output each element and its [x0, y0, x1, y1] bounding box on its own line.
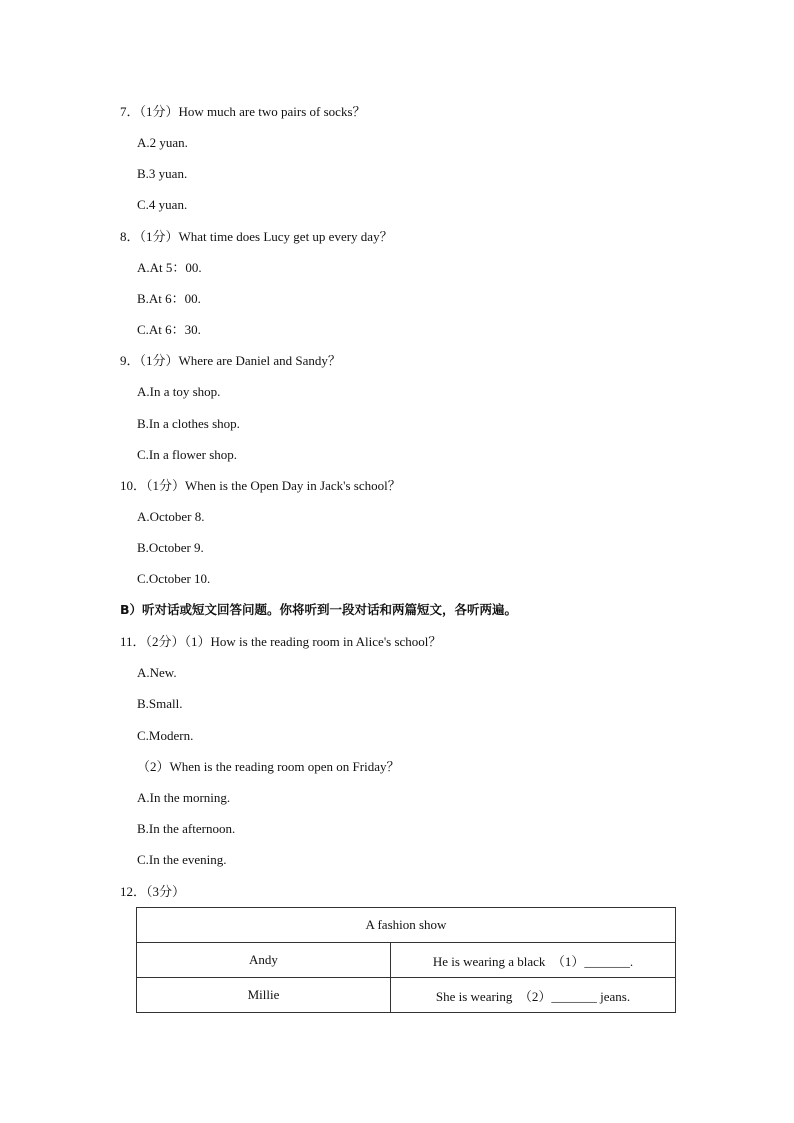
question-8-option-b: B.At 6：00.	[137, 291, 201, 306]
question-8-option-a: A.At 5：00.	[137, 260, 202, 275]
question-12-stem: 12．（3分）	[120, 884, 186, 899]
question-7-option-b: B.3 yuan.	[137, 166, 188, 181]
question-11-1-option-a: A.New.	[137, 665, 177, 680]
table-title: A fashion show	[137, 908, 676, 943]
question-11-2-option-c: C.In the evening.	[137, 852, 227, 867]
section-b-heading: B）听对话或短文回答问题。你将听到一段对话和两篇短文，各听两遍。	[120, 602, 518, 617]
question-9-stem: 9．（1分）Where are Daniel and Sandy？	[120, 353, 341, 368]
question-10-option-b: B.October 9.	[137, 540, 204, 555]
question-11-1-option-c: C.Modern.	[137, 728, 194, 743]
table-cell-name: Millie	[137, 978, 391, 1013]
question-10-option-a: A.October 8.	[137, 509, 205, 524]
table-cell-blank-1: He is wearing a black （1）_______.	[391, 943, 676, 978]
table-row	[137, 978, 676, 1013]
question-11-2-option-b: B.In the afternoon.	[137, 821, 236, 836]
table-cell-name: Andy	[137, 943, 391, 978]
question-7-stem: 7．（1分）How much are two pairs of socks？	[120, 104, 366, 119]
table-row	[137, 943, 676, 978]
question-7-option-c: C.4 yuan.	[137, 197, 188, 212]
question-11-2-option-a: A.In the morning.	[137, 790, 231, 805]
fashion-show-table	[136, 907, 676, 1013]
question-11-sub-2-stem: （2）When is the reading room open on Friday？	[137, 759, 400, 774]
question-8-option-c: C.At 6：30.	[137, 322, 201, 337]
question-8-stem: 8．（1分）What time does Lucy get up every day？	[120, 229, 393, 244]
question-9-option-a: A.In a toy shop.	[137, 384, 221, 399]
question-7-option-a: A.2 yuan.	[137, 135, 188, 150]
question-11-1-option-b: B.Small.	[137, 696, 183, 711]
question-9-option-c: C.In a flower shop.	[137, 447, 238, 462]
question-11-stem: 11．（2分）（1）How is the reading room in Alice's school？	[120, 634, 442, 649]
question-9-option-b: B.In a clothes shop.	[137, 416, 240, 431]
table-cell-blank-2: She is wearing （2）_______ jeans.	[391, 978, 676, 1013]
question-10-option-c: C.October 10.	[137, 571, 211, 586]
question-10-stem: 10．（1分）When is the Open Day in Jack's school？	[120, 478, 401, 493]
table-title-row	[137, 908, 676, 943]
